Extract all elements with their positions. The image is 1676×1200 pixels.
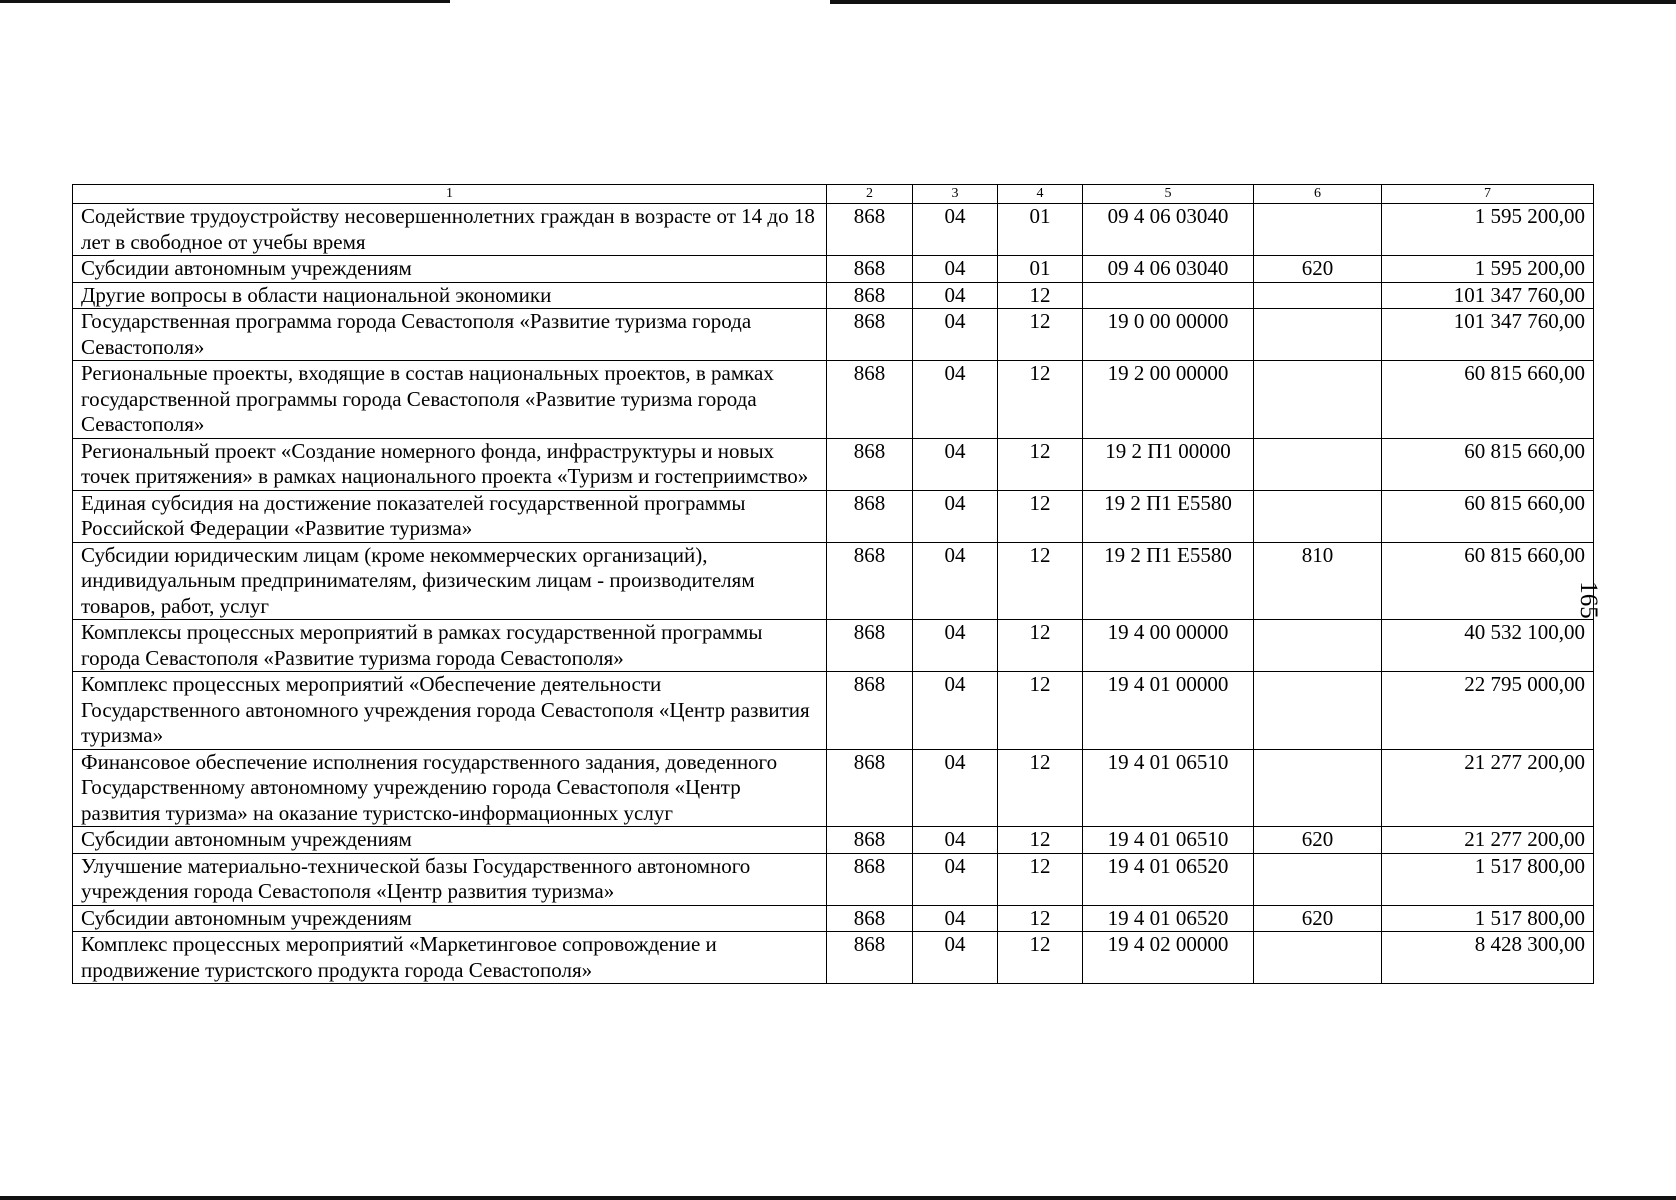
row-name: Единая субсидия на достижение показателей государственной программы Российской Федерации «Развитие туризма»	[73, 490, 827, 542]
row-subsection: 12	[998, 490, 1083, 542]
row-amount: 21 277 200,00	[1382, 827, 1594, 854]
header-col-1: 1	[73, 185, 827, 204]
header-col-4: 4	[998, 185, 1083, 204]
row-expense-type	[1254, 282, 1382, 309]
scan-edge-top-left	[0, 0, 450, 3]
row-section: 04	[913, 932, 998, 984]
table-row	[73, 256, 1594, 283]
row-target-article: 19 4 01 06510	[1083, 749, 1254, 827]
row-expense-type	[1254, 309, 1382, 361]
table-row	[73, 932, 1594, 984]
row-amount: 60 815 660,00	[1382, 361, 1594, 439]
header-col-6: 6	[1254, 185, 1382, 204]
row-expense-type: 620	[1254, 256, 1382, 283]
row-grbs: 868	[827, 853, 913, 905]
row-name: Содействие трудоустройству несовершеннолетних граждан в возрасте от 14 до 18 лет в свободное от учебы время	[73, 204, 827, 256]
table-row	[73, 204, 1594, 256]
row-expense-type: 620	[1254, 905, 1382, 932]
table-row	[73, 438, 1594, 490]
row-section: 04	[913, 905, 998, 932]
row-target-article: 19 4 01 06520	[1083, 905, 1254, 932]
table-row	[73, 827, 1594, 854]
row-target-article: 19 4 01 06510	[1083, 827, 1254, 854]
header-col-2: 2	[827, 185, 913, 204]
scan-edge-bottom	[0, 1196, 1676, 1200]
row-section: 04	[913, 282, 998, 309]
row-amount: 21 277 200,00	[1382, 749, 1594, 827]
row-target-article: 19 2 П1 00000	[1083, 438, 1254, 490]
row-subsection: 12	[998, 309, 1083, 361]
row-amount: 1 595 200,00	[1382, 256, 1594, 283]
row-grbs: 868	[827, 204, 913, 256]
row-section: 04	[913, 256, 998, 283]
row-section: 04	[913, 542, 998, 620]
row-section: 04	[913, 749, 998, 827]
table-row	[73, 905, 1594, 932]
row-grbs: 868	[827, 490, 913, 542]
row-section: 04	[913, 620, 998, 672]
row-grbs: 868	[827, 620, 913, 672]
row-name: Улучшение материально-технической базы Государственного автономного учреждения города Севастополя «Центр развития туризма»	[73, 853, 827, 905]
row-subsection: 12	[998, 932, 1083, 984]
row-expense-type	[1254, 361, 1382, 439]
row-name: Комплексы процессных мероприятий в рамках государственной программы города Севастополя «Развитие туризма города Севастополя»	[73, 620, 827, 672]
row-grbs: 868	[827, 672, 913, 750]
row-amount: 1 517 800,00	[1382, 905, 1594, 932]
row-section: 04	[913, 853, 998, 905]
row-amount: 1 595 200,00	[1382, 204, 1594, 256]
row-section: 04	[913, 361, 998, 439]
table-row	[73, 282, 1594, 309]
row-subsection: 12	[998, 438, 1083, 490]
row-grbs: 868	[827, 309, 913, 361]
row-name: Комплекс процессных мероприятий «Обеспечение деятельности Государственного автономного учреждения города Севастополя «Центр развития туризма»	[73, 672, 827, 750]
row-subsection: 12	[998, 853, 1083, 905]
row-target-article: 19 4 01 06520	[1083, 853, 1254, 905]
row-target-article: 19 2 П1 Е5580	[1083, 490, 1254, 542]
row-expense-type	[1254, 749, 1382, 827]
table-row	[73, 672, 1594, 750]
table-row	[73, 542, 1594, 620]
row-section: 04	[913, 309, 998, 361]
row-section: 04	[913, 490, 998, 542]
row-subsection: 12	[998, 672, 1083, 750]
row-grbs: 868	[827, 438, 913, 490]
table-row	[73, 749, 1594, 827]
row-target-article: 09 4 06 03040	[1083, 256, 1254, 283]
row-target-article: 09 4 06 03040	[1083, 204, 1254, 256]
header-col-5: 5	[1083, 185, 1254, 204]
row-target-article: 19 4 01 00000	[1083, 672, 1254, 750]
row-grbs: 868	[827, 256, 913, 283]
row-section: 04	[913, 672, 998, 750]
row-amount: 22 795 000,00	[1382, 672, 1594, 750]
row-name: Региональные проекты, входящие в состав национальных проектов, в рамках государственной программы города Севастополя «Развитие туризма города Севастополя»	[73, 361, 827, 439]
row-target-article: 19 2 П1 Е5580	[1083, 542, 1254, 620]
row-expense-type	[1254, 204, 1382, 256]
row-amount: 60 815 660,00	[1382, 438, 1594, 490]
row-subsection: 12	[998, 282, 1083, 309]
row-section: 04	[913, 204, 998, 256]
row-name: Государственная программа города Севастополя «Развитие туризма города Севастополя»	[73, 309, 827, 361]
row-expense-type	[1254, 853, 1382, 905]
row-amount: 101 347 760,00	[1382, 309, 1594, 361]
row-section: 04	[913, 438, 998, 490]
row-grbs: 868	[827, 905, 913, 932]
row-subsection: 01	[998, 204, 1083, 256]
row-target-article: 19 2 00 00000	[1083, 361, 1254, 439]
row-name: Субсидии юридическим лицам (кроме некоммерческих организаций), индивидуальным предпринимателям, физическим лицам - производителям товаров, работ, услуг	[73, 542, 827, 620]
header-row	[73, 185, 1594, 204]
table-row	[73, 309, 1594, 361]
row-grbs: 868	[827, 282, 913, 309]
row-grbs: 868	[827, 749, 913, 827]
row-name: Комплекс процессных мероприятий «Маркетинговое сопровождение и продвижение туристского продукта города Севастополя»	[73, 932, 827, 984]
row-amount: 60 815 660,00	[1382, 490, 1594, 542]
page-number: 165	[1575, 581, 1602, 619]
header-col-7: 7	[1382, 185, 1594, 204]
row-target-article	[1083, 282, 1254, 309]
row-subsection: 01	[998, 256, 1083, 283]
row-expense-type	[1254, 490, 1382, 542]
row-grbs: 868	[827, 361, 913, 439]
row-name: Региональный проект «Создание номерного фонда, инфраструктуры и новых точек притяжения» в рамках национального проекта «Туризм и гостеприимство»	[73, 438, 827, 490]
row-amount: 101 347 760,00	[1382, 282, 1594, 309]
scan-edge-top-right	[830, 0, 1676, 4]
row-amount: 60 815 660,00	[1382, 542, 1594, 620]
row-subsection: 12	[998, 361, 1083, 439]
table-row	[73, 361, 1594, 439]
row-name: Другие вопросы в области национальной экономики	[73, 282, 827, 309]
row-section: 04	[913, 827, 998, 854]
row-grbs: 868	[827, 827, 913, 854]
table-row	[73, 620, 1594, 672]
row-name: Субсидии автономным учреждениям	[73, 256, 827, 283]
row-subsection: 12	[998, 749, 1083, 827]
row-target-article: 19 4 02 00000	[1083, 932, 1254, 984]
table-row	[73, 490, 1594, 542]
row-name: Субсидии автономным учреждениям	[73, 905, 827, 932]
header-col-3: 3	[913, 185, 998, 204]
row-grbs: 868	[827, 932, 913, 984]
row-expense-type: 810	[1254, 542, 1382, 620]
row-subsection: 12	[998, 827, 1083, 854]
row-expense-type	[1254, 932, 1382, 984]
table-row	[73, 853, 1594, 905]
budget-table	[72, 184, 1594, 984]
row-expense-type: 620	[1254, 827, 1382, 854]
row-expense-type	[1254, 438, 1382, 490]
row-name: Финансовое обеспечение исполнения государственного задания, доведенного Государственному автономному учреждению города Севастополя «Центр развития туризма» на оказание туристско-информационных услуг	[73, 749, 827, 827]
row-target-article: 19 0 00 00000	[1083, 309, 1254, 361]
row-amount: 40 532 100,00	[1382, 620, 1594, 672]
row-amount: 8 428 300,00	[1382, 932, 1594, 984]
row-subsection: 12	[998, 905, 1083, 932]
row-amount: 1 517 800,00	[1382, 853, 1594, 905]
row-name: Субсидии автономным учреждениям	[73, 827, 827, 854]
row-subsection: 12	[998, 542, 1083, 620]
row-expense-type	[1254, 672, 1382, 750]
row-target-article: 19 4 00 00000	[1083, 620, 1254, 672]
row-subsection: 12	[998, 620, 1083, 672]
row-grbs: 868	[827, 542, 913, 620]
row-expense-type	[1254, 620, 1382, 672]
